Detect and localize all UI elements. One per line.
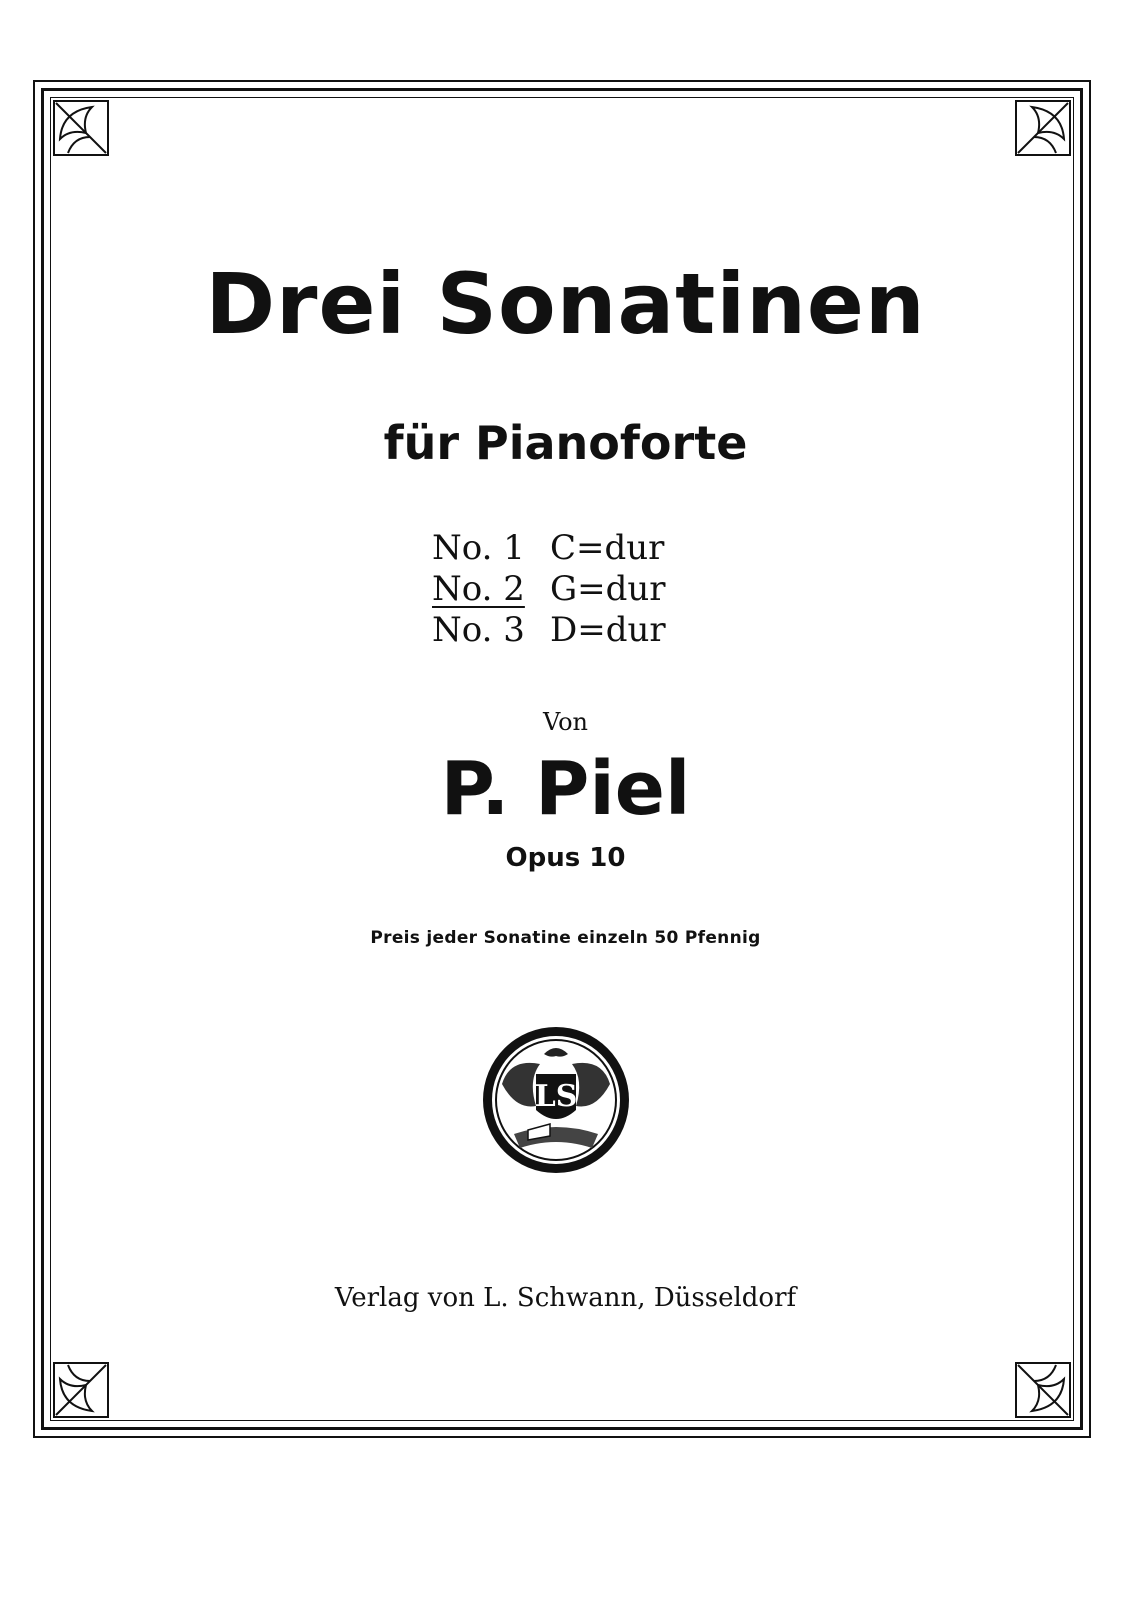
- page-title: Drei Sonatinen: [205, 255, 926, 353]
- corner-ornament-icon: [52, 99, 110, 157]
- corner-ornament-icon: [1014, 1361, 1072, 1419]
- list-item: [432, 610, 752, 651]
- work-number: No. 3: [432, 610, 525, 650]
- publisher-seal-icon: [480, 1024, 632, 1176]
- price-note: Preis jeder Sonatine einzeln 50 Pfennig: [370, 928, 761, 948]
- work-number: No. 2: [432, 569, 525, 609]
- work-number: No. 1: [432, 528, 525, 568]
- corner-ornament-icon: [1014, 99, 1072, 157]
- by-label: Von: [542, 708, 589, 736]
- svg-text:LS: LS: [534, 1079, 578, 1114]
- list-item: [432, 569, 752, 610]
- works-list: [432, 528, 752, 651]
- list-item: [432, 528, 752, 569]
- work-key: D=dur: [550, 610, 666, 650]
- corner-ornament-icon: [52, 1361, 110, 1419]
- composer-name: P. Piel: [440, 746, 691, 832]
- opus-number: Opus 10: [505, 843, 626, 873]
- page-subtitle: für Pianoforte: [383, 416, 748, 470]
- work-key: G=dur: [550, 569, 666, 609]
- publisher-imprint: Verlag von L. Schwann, Düsseldorf: [334, 1283, 797, 1313]
- work-key: C=dur: [550, 528, 665, 568]
